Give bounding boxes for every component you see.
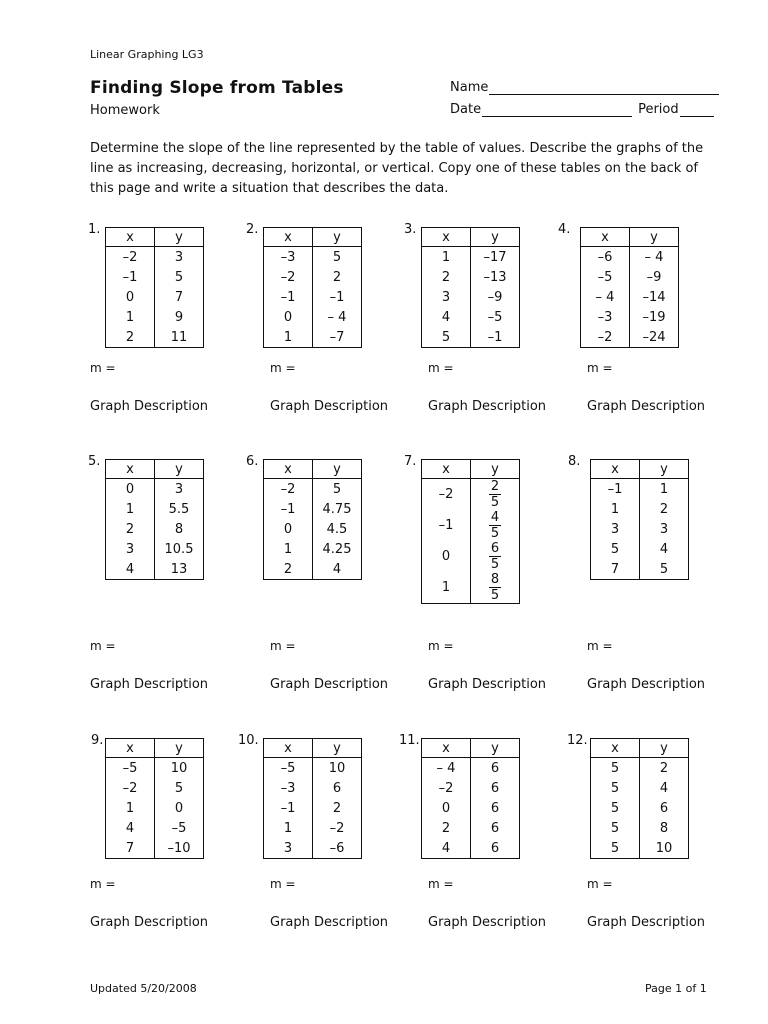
- y-value: – 4: [313, 307, 362, 327]
- table-row: [581, 247, 679, 268]
- x-value: 0: [264, 307, 313, 327]
- table-row: [422, 247, 520, 268]
- values-table: [105, 459, 204, 580]
- x-value: 7: [591, 559, 640, 580]
- fraction-numerator: 4: [490, 510, 500, 525]
- x-value: –1: [422, 510, 471, 541]
- y-column-header: y: [155, 460, 204, 479]
- x-value: 3: [106, 539, 155, 559]
- x-value: 0: [106, 287, 155, 307]
- x-value: – 4: [581, 287, 630, 307]
- y-value: [471, 541, 520, 572]
- x-column-header: x: [581, 228, 630, 247]
- x-value: 1: [264, 818, 313, 838]
- y-column-header: y: [640, 460, 689, 479]
- x-value: –5: [264, 758, 313, 779]
- graph-description-label: Graph Description: [587, 677, 706, 692]
- y-value: 5: [640, 559, 689, 580]
- y-value: 2: [640, 499, 689, 519]
- y-value: 10: [313, 758, 362, 779]
- problem-number: 5.: [88, 454, 101, 469]
- x-value: 2: [106, 327, 155, 348]
- slope-answer-label: m =: [270, 639, 296, 653]
- table-row: [422, 479, 520, 511]
- y-value: 10: [640, 838, 689, 859]
- y-value: –9: [471, 287, 520, 307]
- table-row: [264, 778, 362, 798]
- graph-description-label: Graph Description: [587, 399, 706, 414]
- problem-number: 12.: [567, 733, 588, 748]
- table-row: [106, 479, 204, 500]
- values-table: [580, 227, 679, 348]
- table-row: [422, 541, 520, 572]
- problem-number: 10.: [238, 733, 259, 748]
- values-table: [421, 459, 520, 604]
- table-row: [581, 267, 679, 287]
- fraction: [489, 510, 501, 541]
- problem-number: 4.: [558, 222, 571, 237]
- y-value: 2: [313, 798, 362, 818]
- table-header-row: [264, 460, 362, 479]
- y-value: 8: [155, 519, 204, 539]
- y-value: –14: [630, 287, 679, 307]
- table-row: [264, 499, 362, 519]
- table-row: [591, 818, 689, 838]
- footer-updated: Updated 5/20/2008: [90, 982, 197, 995]
- table-row: [106, 287, 204, 307]
- y-value: 6: [471, 818, 520, 838]
- x-value: –6: [581, 247, 630, 268]
- y-column-header: y: [313, 739, 362, 758]
- y-value: 4: [640, 539, 689, 559]
- x-value: 1: [264, 539, 313, 559]
- x-value: –2: [264, 267, 313, 287]
- graph-description-label: Graph Description: [428, 399, 547, 414]
- x-value: 5: [591, 798, 640, 818]
- y-value: 1: [640, 479, 689, 500]
- fraction: [489, 572, 501, 603]
- values-table: [590, 459, 689, 580]
- table-row: [264, 307, 362, 327]
- x-value: –1: [264, 798, 313, 818]
- y-value: –5: [155, 818, 204, 838]
- x-value: –2: [106, 778, 155, 798]
- table-row: [422, 510, 520, 541]
- page-title: Finding Slope from Tables: [90, 78, 344, 98]
- table-row: [591, 479, 689, 500]
- table-row: [106, 798, 204, 818]
- name-blank[interactable]: [489, 81, 719, 95]
- x-value: –1: [264, 287, 313, 307]
- x-value: 4: [422, 307, 471, 327]
- x-column-header: x: [106, 739, 155, 758]
- y-value: 13: [155, 559, 204, 580]
- period-label: Period: [638, 102, 679, 117]
- x-column-header: x: [422, 460, 471, 479]
- x-value: 5: [591, 838, 640, 859]
- table-row: [591, 539, 689, 559]
- x-value: 2: [106, 519, 155, 539]
- values-table: [263, 738, 362, 859]
- problem-number: 7.: [404, 454, 417, 469]
- table-row: [591, 499, 689, 519]
- y-value: 4.75: [313, 499, 362, 519]
- table-row: [591, 798, 689, 818]
- page-subtitle: Homework: [90, 103, 160, 118]
- y-value: [471, 479, 520, 511]
- y-value: 4: [640, 778, 689, 798]
- values-table: [105, 227, 204, 348]
- y-value: 5.5: [155, 499, 204, 519]
- x-value: 5: [591, 539, 640, 559]
- y-value: 3: [155, 247, 204, 268]
- graph-description-label: Graph Description: [90, 915, 209, 930]
- table-header-row: [106, 228, 204, 247]
- table-row: [106, 267, 204, 287]
- problem-number: 9.: [91, 733, 104, 748]
- y-column-header: y: [313, 228, 362, 247]
- x-column-header: x: [106, 460, 155, 479]
- values-table: [263, 459, 362, 580]
- y-value: 0: [155, 798, 204, 818]
- y-value: 6: [313, 778, 362, 798]
- table-header-row: [591, 460, 689, 479]
- y-value: 9: [155, 307, 204, 327]
- y-value: 8: [640, 818, 689, 838]
- y-value: 6: [640, 798, 689, 818]
- x-value: –1: [106, 267, 155, 287]
- table-header-row: [106, 739, 204, 758]
- y-column-header: y: [155, 228, 204, 247]
- table-row: [106, 499, 204, 519]
- table-row: [106, 758, 204, 779]
- table-header-row: [422, 228, 520, 247]
- table-row: [106, 519, 204, 539]
- table-header-row: [422, 739, 520, 758]
- y-value: –6: [313, 838, 362, 859]
- x-value: 3: [591, 519, 640, 539]
- x-value: –2: [581, 327, 630, 348]
- y-value: –1: [313, 287, 362, 307]
- table-row: [591, 778, 689, 798]
- table-row: [422, 327, 520, 348]
- slope-answer-label: m =: [270, 877, 296, 891]
- y-value: 11: [155, 327, 204, 348]
- y-value: 6: [471, 778, 520, 798]
- table-row: [264, 559, 362, 580]
- x-value: 0: [264, 519, 313, 539]
- y-column-header: y: [313, 460, 362, 479]
- slope-answer-label: m =: [90, 361, 116, 375]
- x-value: 5: [591, 758, 640, 779]
- problem-number: 2.: [246, 222, 259, 237]
- y-value: –10: [155, 838, 204, 859]
- table-row: [264, 267, 362, 287]
- table-row: [591, 519, 689, 539]
- x-value: 2: [422, 267, 471, 287]
- y-value: 6: [471, 798, 520, 818]
- y-column-header: y: [471, 739, 520, 758]
- graph-description-label: Graph Description: [428, 677, 547, 692]
- date-blank[interactable]: [482, 103, 632, 117]
- fraction: [489, 541, 501, 572]
- table-row: [264, 247, 362, 268]
- name-field[interactable]: [450, 80, 719, 95]
- x-value: 0: [106, 479, 155, 500]
- x-value: 1: [591, 499, 640, 519]
- y-value: –1: [471, 327, 520, 348]
- values-table: [421, 227, 520, 348]
- x-value: –5: [581, 267, 630, 287]
- name-label: Name: [450, 80, 489, 95]
- x-value: 0: [422, 798, 471, 818]
- table-header-row: [106, 460, 204, 479]
- date-period-field: [450, 102, 714, 117]
- x-value: –2: [422, 778, 471, 798]
- fraction: [489, 479, 501, 510]
- x-value: 1: [106, 499, 155, 519]
- table-row: [264, 758, 362, 779]
- x-value: –2: [106, 247, 155, 268]
- x-value: 5: [591, 778, 640, 798]
- table-row: [422, 572, 520, 604]
- table-row: [106, 778, 204, 798]
- x-value: –1: [264, 499, 313, 519]
- y-column-header: y: [630, 228, 679, 247]
- problem-number: 8.: [568, 454, 581, 469]
- y-value: 3: [155, 479, 204, 500]
- y-value: 2: [313, 267, 362, 287]
- table-row: [106, 818, 204, 838]
- x-value: 3: [422, 287, 471, 307]
- values-table: [263, 227, 362, 348]
- y-value: 4: [313, 559, 362, 580]
- values-table: [105, 738, 204, 859]
- table-row: [106, 838, 204, 859]
- x-value: 2: [422, 818, 471, 838]
- x-value: –3: [581, 307, 630, 327]
- slope-answer-label: m =: [270, 361, 296, 375]
- table-row: [422, 798, 520, 818]
- table-row: [106, 307, 204, 327]
- x-value: 1: [106, 798, 155, 818]
- y-value: 5: [155, 267, 204, 287]
- table-row: [581, 327, 679, 348]
- x-value: 1: [422, 247, 471, 268]
- y-value: 5: [155, 778, 204, 798]
- table-row: [591, 838, 689, 859]
- table-row: [264, 539, 362, 559]
- x-value: – 4: [422, 758, 471, 779]
- table-row: [264, 327, 362, 348]
- y-value: –19: [630, 307, 679, 327]
- problem-number: 3.: [404, 222, 417, 237]
- x-value: 4: [106, 818, 155, 838]
- x-column-header: x: [422, 739, 471, 758]
- x-column-header: x: [264, 228, 313, 247]
- y-value: –7: [313, 327, 362, 348]
- x-value: –1: [591, 479, 640, 500]
- problem-number: 6.: [246, 454, 259, 469]
- table-row: [422, 778, 520, 798]
- table-row: [422, 307, 520, 327]
- graph-description-label: Graph Description: [90, 399, 209, 414]
- y-value: 2: [640, 758, 689, 779]
- instructions: Determine the slope of the line represented by the table of values. Describe the graphs of the line as increasing, decreasing, horizontal, or vertical. Copy one of these tables on the back of this page and write a situation that describes the data.: [90, 141, 704, 196]
- x-value: 3: [264, 838, 313, 859]
- y-value: [471, 572, 520, 604]
- x-value: 1: [106, 307, 155, 327]
- table-row: [581, 307, 679, 327]
- y-value: –2: [313, 818, 362, 838]
- fraction-denominator: 5: [490, 588, 500, 603]
- x-column-header: x: [264, 739, 313, 758]
- x-value: 1: [422, 572, 471, 604]
- x-value: 5: [422, 327, 471, 348]
- values-table: [590, 738, 689, 859]
- y-value: 10: [155, 758, 204, 779]
- table-row: [591, 758, 689, 779]
- x-value: 5: [591, 818, 640, 838]
- y-column-header: y: [471, 228, 520, 247]
- graph-description-label: Graph Description: [587, 915, 706, 930]
- y-column-header: y: [155, 739, 204, 758]
- x-column-header: x: [591, 739, 640, 758]
- date-label: Date: [450, 102, 482, 117]
- table-row: [591, 559, 689, 580]
- x-value: 4: [422, 838, 471, 859]
- table-row: [422, 838, 520, 859]
- table-row: [422, 267, 520, 287]
- y-value: 4.25: [313, 539, 362, 559]
- y-value: – 4: [630, 247, 679, 268]
- fraction-numerator: 6: [490, 541, 500, 556]
- y-value: –17: [471, 247, 520, 268]
- y-value: 10.5: [155, 539, 204, 559]
- graph-description-label: Graph Description: [428, 915, 547, 930]
- x-column-header: x: [591, 460, 640, 479]
- x-column-header: x: [106, 228, 155, 247]
- x-value: 7: [106, 838, 155, 859]
- problem-number: 11.: [399, 733, 420, 748]
- table-row: [264, 818, 362, 838]
- x-value: 0: [422, 541, 471, 572]
- table-header-row: [422, 460, 520, 479]
- graph-description-label: Graph Description: [270, 399, 389, 414]
- y-column-header: y: [640, 739, 689, 758]
- table-row: [106, 247, 204, 268]
- table-row: [264, 519, 362, 539]
- slope-answer-label: m =: [90, 639, 116, 653]
- fraction-denominator: 5: [490, 557, 500, 572]
- table-row: [106, 559, 204, 580]
- x-value: –3: [264, 778, 313, 798]
- y-value: –9: [630, 267, 679, 287]
- y-value: [471, 510, 520, 541]
- fraction-denominator: 5: [490, 526, 500, 541]
- table-header-row: [264, 739, 362, 758]
- y-value: 4.5: [313, 519, 362, 539]
- values-table: [421, 738, 520, 859]
- slope-answer-label: m =: [587, 361, 613, 375]
- fraction-numerator: 2: [490, 479, 500, 494]
- table-row: [264, 479, 362, 500]
- graph-description-label: Graph Description: [270, 915, 389, 930]
- table-row: [106, 539, 204, 559]
- period-blank[interactable]: [680, 103, 714, 117]
- x-column-header: x: [422, 228, 471, 247]
- table-row: [264, 287, 362, 307]
- fraction-denominator: 5: [490, 495, 500, 510]
- course-label: Linear Graphing LG3: [90, 48, 204, 61]
- table-row: [422, 287, 520, 307]
- x-value: 1: [264, 327, 313, 348]
- slope-answer-label: m =: [428, 877, 454, 891]
- y-value: 6: [471, 838, 520, 859]
- slope-answer-label: m =: [587, 639, 613, 653]
- fraction-numerator: 8: [490, 572, 500, 587]
- x-value: –3: [264, 247, 313, 268]
- slope-answer-label: m =: [428, 639, 454, 653]
- y-value: –24: [630, 327, 679, 348]
- slope-answer-label: m =: [90, 877, 116, 891]
- x-value: –2: [264, 479, 313, 500]
- table-header-row: [581, 228, 679, 247]
- slope-answer-label: m =: [428, 361, 454, 375]
- y-value: 5: [313, 479, 362, 500]
- y-value: 6: [471, 758, 520, 779]
- y-column-header: y: [471, 460, 520, 479]
- table-row: [422, 758, 520, 779]
- table-row: [264, 798, 362, 818]
- x-column-header: x: [264, 460, 313, 479]
- x-value: 2: [264, 559, 313, 580]
- table-row: [264, 838, 362, 859]
- y-value: –13: [471, 267, 520, 287]
- y-value: 7: [155, 287, 204, 307]
- slope-answer-label: m =: [587, 877, 613, 891]
- table-row: [106, 327, 204, 348]
- table-header-row: [591, 739, 689, 758]
- x-value: 4: [106, 559, 155, 580]
- table-row: [422, 818, 520, 838]
- x-value: –5: [106, 758, 155, 779]
- footer-page-number: Page 1 of 1: [645, 982, 707, 995]
- y-value: 3: [640, 519, 689, 539]
- table-header-row: [264, 228, 362, 247]
- y-value: 5: [313, 247, 362, 268]
- x-value: –2: [422, 479, 471, 511]
- graph-description-label: Graph Description: [270, 677, 389, 692]
- graph-description-label: Graph Description: [90, 677, 209, 692]
- y-value: –5: [471, 307, 520, 327]
- problem-number: 1.: [88, 222, 101, 237]
- table-row: [581, 287, 679, 307]
